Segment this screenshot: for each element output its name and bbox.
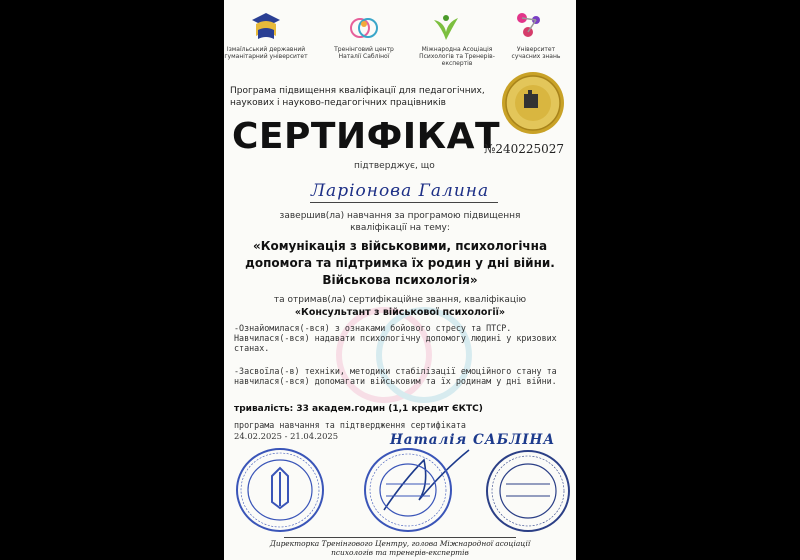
name-underline [310,202,498,203]
training-center-logo-icon [348,12,380,44]
certificate [224,0,576,560]
association-logo-icon [428,10,464,44]
award-seal-icon [500,70,566,136]
received-text: та отримав(ла) сертифікаційне звання, кваліфікацію [273,295,527,305]
training-center-stamp-icon [362,446,454,534]
modern-university-logo-icon [512,8,546,42]
program-dates: 24.02.2025 - 21.04.2025 [234,431,339,441]
course-topic: «Комунікація з військовими, психологічна допомога та підтримка їх родин у дні війни. Військова психологія» [245,239,555,287]
completed-text: завершив(ла) навчання за програмою підвищення кваліфікації на тему: [279,211,521,233]
association-logo-caption: Міжнародна Асоціація Психологів та Тренерів-експертів [419,46,495,67]
university-stamp-icon [234,446,326,534]
footer-caption: Директорка Тренінгового Центру, голова Міжнародної асоціації психологів та тренерів-експертів [269,539,531,557]
signature-name: Наталія САБЛІНА [390,432,556,448]
footer-line [284,537,516,538]
recipient-name: Ларіонова Галина [310,181,490,201]
certificate-number: №240225027 [484,142,565,156]
university-logo-caption: Ізмаїльський державний гуманітарний університет [224,46,308,60]
modern-university-logo-caption: Університет сучасних знань [511,46,561,60]
duration: тривалість: 33 академ.годин (1,1 кредит ЄКТС) [234,404,483,414]
dates-label: програма навчання та підтвердження сертифіката [234,420,466,430]
outcome-1: -Ознайомилася(-вся) з ознаками бойового стресу та ПТСР. Навчилася(-вся) надавати психологічну допомогу людині у кризових станах. [234,323,557,353]
qualification: «Консультант з військової психології» [294,307,506,318]
university-logo-icon [248,10,284,44]
program-description: Програма підвищення кваліфікації для педагогічних, наукових і науково-педагогічних працівників [230,86,485,108]
outcome-2: -Засвоїла(-в) техніки, методики стабілізації емоційного стану та навчилася(-вся) допомагати військовим та їх родинам у дні війни. [234,366,557,386]
certificate-title: СЕРТИФІКАТ [232,116,501,157]
confirms-text: підтверджує, що [354,161,435,171]
training-center-logo-caption: Тренінговий центр Наталії Сабліної [334,46,394,60]
association-stamp-icon [484,448,572,534]
